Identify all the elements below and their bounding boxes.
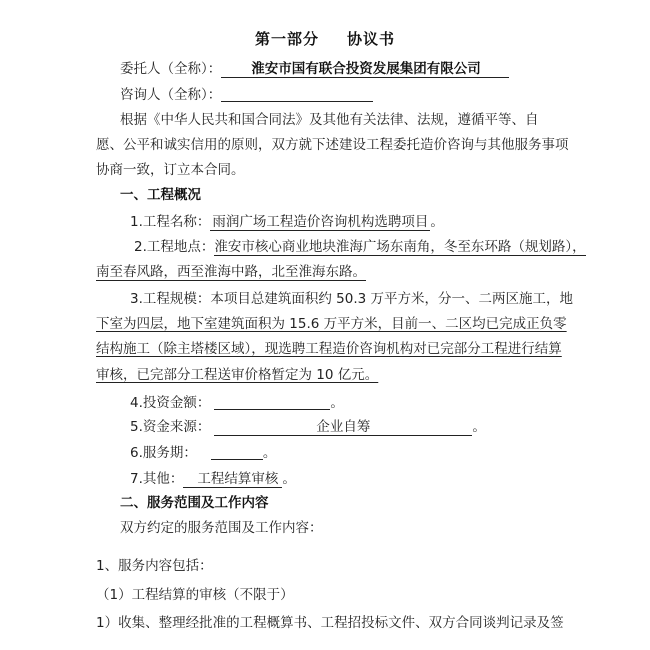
- item-7-label: 7.其他：: [130, 471, 184, 487]
- item-2-value-line-2: 南至春风路，西至淮海中路，北至淮海东路。: [96, 264, 366, 280]
- client-label: 委托人（全称）：: [120, 61, 222, 77]
- item-5-value: 企业自筹: [214, 419, 472, 436]
- item-5-label: 5.资金来源：: [130, 419, 211, 435]
- item-3-line-3: 结构施工（除主塔楼区域），现选聘工程造价咨询机构对已完部分工程进行结算: [96, 341, 562, 357]
- intro-line-3: 协商一致，订立本合同。: [96, 162, 245, 178]
- item-2-label: 2.工程地点：: [134, 239, 215, 255]
- service-sub-item-1: （1）工程结算的审核（不限于）: [96, 587, 294, 603]
- item-6-label: 6.服务期：: [130, 445, 197, 461]
- item-1-value: 雨润广场工程造价咨询机构选聘项目: [212, 214, 429, 230]
- title-part-label: 第一部分: [254, 30, 319, 48]
- item-3-line-1: 3.工程规模：本项目总建筑面积约 50.3 万平方米，分一、二两区施工，地: [130, 291, 574, 307]
- item-7-value: 工程结算审核: [183, 471, 282, 488]
- client-name: 淮安市国有联合投资发展集团有限公司: [221, 61, 509, 78]
- service-item-1: 1、服务内容包括：: [96, 558, 213, 574]
- intro-line-1: 根据《中华人民共和国合同法》及其他有关法律、法规，遵循平等、自: [120, 112, 539, 128]
- section-1-heading: 一、工程概况: [120, 187, 201, 203]
- item-2-line-2: [96, 263, 366, 281]
- title-agreement-label: 协议书: [347, 30, 396, 48]
- item-4-line: [130, 394, 344, 412]
- item-4-label: 4.投资金额：: [130, 395, 211, 411]
- consultant-line: [120, 86, 373, 104]
- item-4-end: 。: [330, 395, 344, 411]
- item-1-line: [130, 213, 444, 231]
- client-line: [120, 60, 509, 78]
- item-4-blank: [214, 395, 330, 410]
- consultant-label: 咨询人（全称）：: [120, 87, 222, 103]
- page-title: [0, 28, 650, 49]
- item-2-value-line-1: 淮安市核心商业地块淮海广场东南角，冬至东环路（规划路），: [214, 239, 586, 255]
- item-7-line: [130, 470, 296, 488]
- consultant-name-blank: [221, 87, 373, 102]
- item-6-blank: [211, 445, 263, 460]
- item-1-label: 1.工程名称：: [130, 214, 211, 230]
- item-1-end: 。: [430, 214, 444, 230]
- item-5-end: 。: [472, 419, 486, 435]
- item-3-line-4: 审核，已完部分工程送审价格暂定为 10 亿元。: [96, 367, 379, 383]
- section-2-intro: 双方约定的服务范围及工作内容：: [120, 520, 323, 536]
- item-7-end: 。: [282, 471, 296, 487]
- section-2-heading: 二、服务范围及工作内容: [120, 495, 269, 511]
- service-sub-item-1-1: 1）收集、整理经批准的工程概算书、工程招投标文件、双方合同谈判记录及签: [96, 615, 564, 631]
- item-2-line-1: [134, 238, 586, 256]
- item-6-end: 。: [262, 445, 277, 461]
- item-5-line: [130, 418, 486, 436]
- item-5-value-wrap: [214, 419, 472, 436]
- item-3-line-2: 下室为四层，地下室建筑面积为 15.6 万平方米，目前一、二区均已完成正负零: [96, 316, 567, 332]
- item-6-line: [130, 444, 276, 462]
- intro-line-2: 愿、公平和诚实信用的原则，双方就下述建设工程委托造价咨询与其他服务事项: [96, 137, 569, 153]
